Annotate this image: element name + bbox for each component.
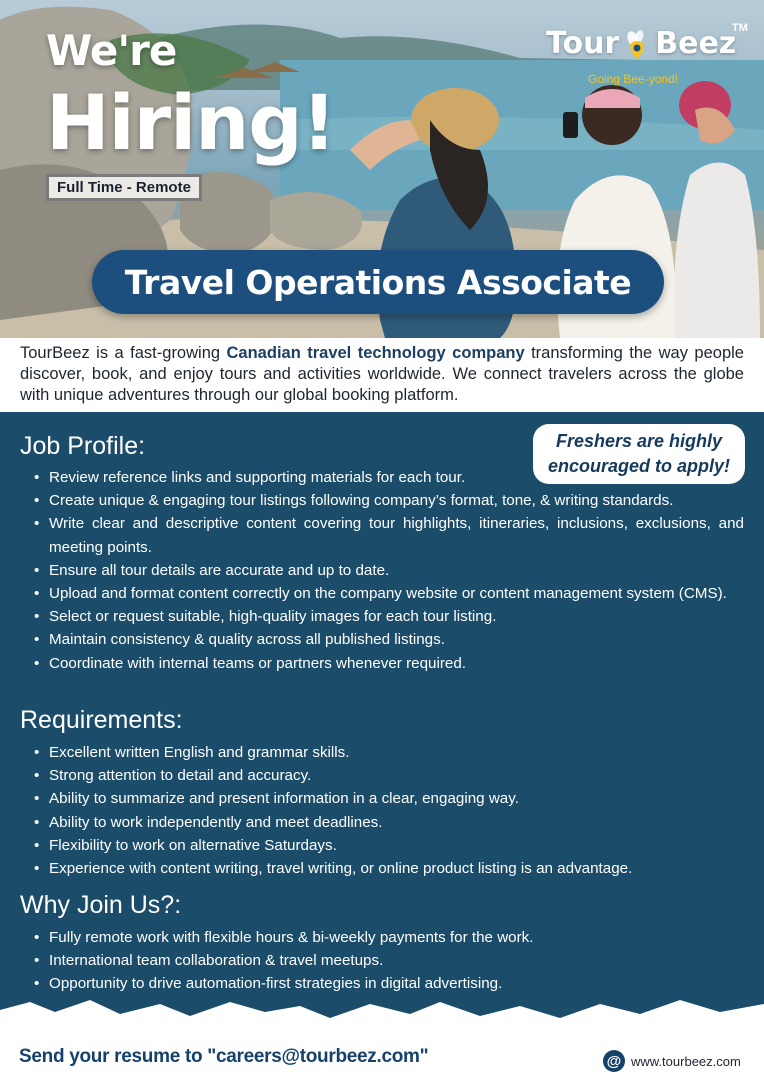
- brand-name-part1: Tour: [546, 26, 620, 61]
- list-item: • Opportunity to drive automation-first strategies in digital advertising.: [20, 972, 744, 995]
- at-icon: @: [603, 1050, 625, 1072]
- bee-icon: [623, 29, 651, 59]
- list-item: • Fully remote work with flexible hours & bi-weekly payments for the work.: [20, 926, 744, 949]
- job-profile-list: [20, 466, 744, 675]
- list-item: • Upload and format content correctly on the company website or content management system (CMS).: [20, 582, 744, 605]
- job-profile-title: Job Profile:: [20, 432, 146, 460]
- list-item: • Experience with content writing, travel writing, or online product listing is an advantage.: [20, 857, 744, 880]
- job-title-banner: [92, 250, 664, 314]
- company-intro: [0, 338, 764, 412]
- list-item: • Ability to work independently and meet deadlines.: [20, 811, 744, 834]
- list-item: • Select or request suitable, high-quality images for each tour listing.: [20, 605, 744, 628]
- list-item: • Coordinate with internal teams or partners whenever required.: [20, 652, 744, 675]
- brand-slogan: Going Bee-yond!: [588, 72, 679, 86]
- list-item: • Create unique & engaging tour listings following company’s format, tone, & writing standards.: [20, 489, 744, 512]
- hero-banner: [0, 0, 764, 338]
- requirements-list: [20, 741, 744, 880]
- requirements-section: [20, 706, 744, 880]
- requirements-title: Requirements:: [20, 706, 183, 734]
- brand-name-part2: Beez: [655, 26, 737, 61]
- why-join-title: Why Join Us?:: [20, 891, 182, 919]
- freshers-callout-line2: encouraged to apply!: [547, 456, 731, 476]
- freshers-callout-line1: Freshers are highly: [555, 431, 723, 451]
- list-item: • Maintain consistency & quality across all published listings.: [20, 628, 744, 651]
- trademark-mark: TM: [732, 22, 748, 34]
- intro-highlight: Canadian travel technology company: [226, 344, 525, 362]
- headline-line2: Hiring!: [46, 78, 336, 167]
- why-join-list: [20, 926, 744, 996]
- job-profile-section: [20, 432, 744, 675]
- headline-line1: We're: [46, 26, 177, 75]
- brand-logo: [546, 22, 748, 86]
- list-item: • Review reference links and supporting materials for each tour.: [20, 466, 744, 489]
- list-item: • Ensure all tour details are accurate and up to date.: [20, 559, 744, 582]
- list-item: • Strong attention to detail and accuracy.: [20, 764, 744, 787]
- list-item: • Ability to summarize and present information in a clear, engaging way.: [20, 787, 744, 810]
- why-join-section: [20, 891, 744, 996]
- list-item: • International team collaboration & travel meetups.: [20, 949, 744, 972]
- website-url[interactable]: www.tourbeez.com: [631, 1053, 741, 1069]
- send-resume-cta: Send your resume to "careers@tourbeez.com": [19, 1046, 429, 1067]
- website-link[interactable]: [603, 1050, 741, 1072]
- footer: [0, 996, 764, 1080]
- list-item: • Write clear and descriptive content covering tour highlights, itineraries, inclusions, exclusions, and meeting points.: [20, 512, 744, 558]
- job-title: Travel Operations Associate: [124, 262, 632, 302]
- employment-type-tag: Full Time - Remote: [46, 174, 202, 201]
- intro-prefix: TourBeez is a fast-growing: [20, 344, 227, 362]
- list-item: • Excellent written English and grammar skills.: [20, 741, 744, 764]
- list-item: • Flexibility to work on alternative Saturdays.: [20, 834, 744, 857]
- intro-suffix: transforming the way people discover, book, and enjoy tours and activities worldwide. We connect travelers across the globe with unique adventures through our global booking platform.: [20, 344, 744, 404]
- intro-paragraph: [20, 343, 744, 406]
